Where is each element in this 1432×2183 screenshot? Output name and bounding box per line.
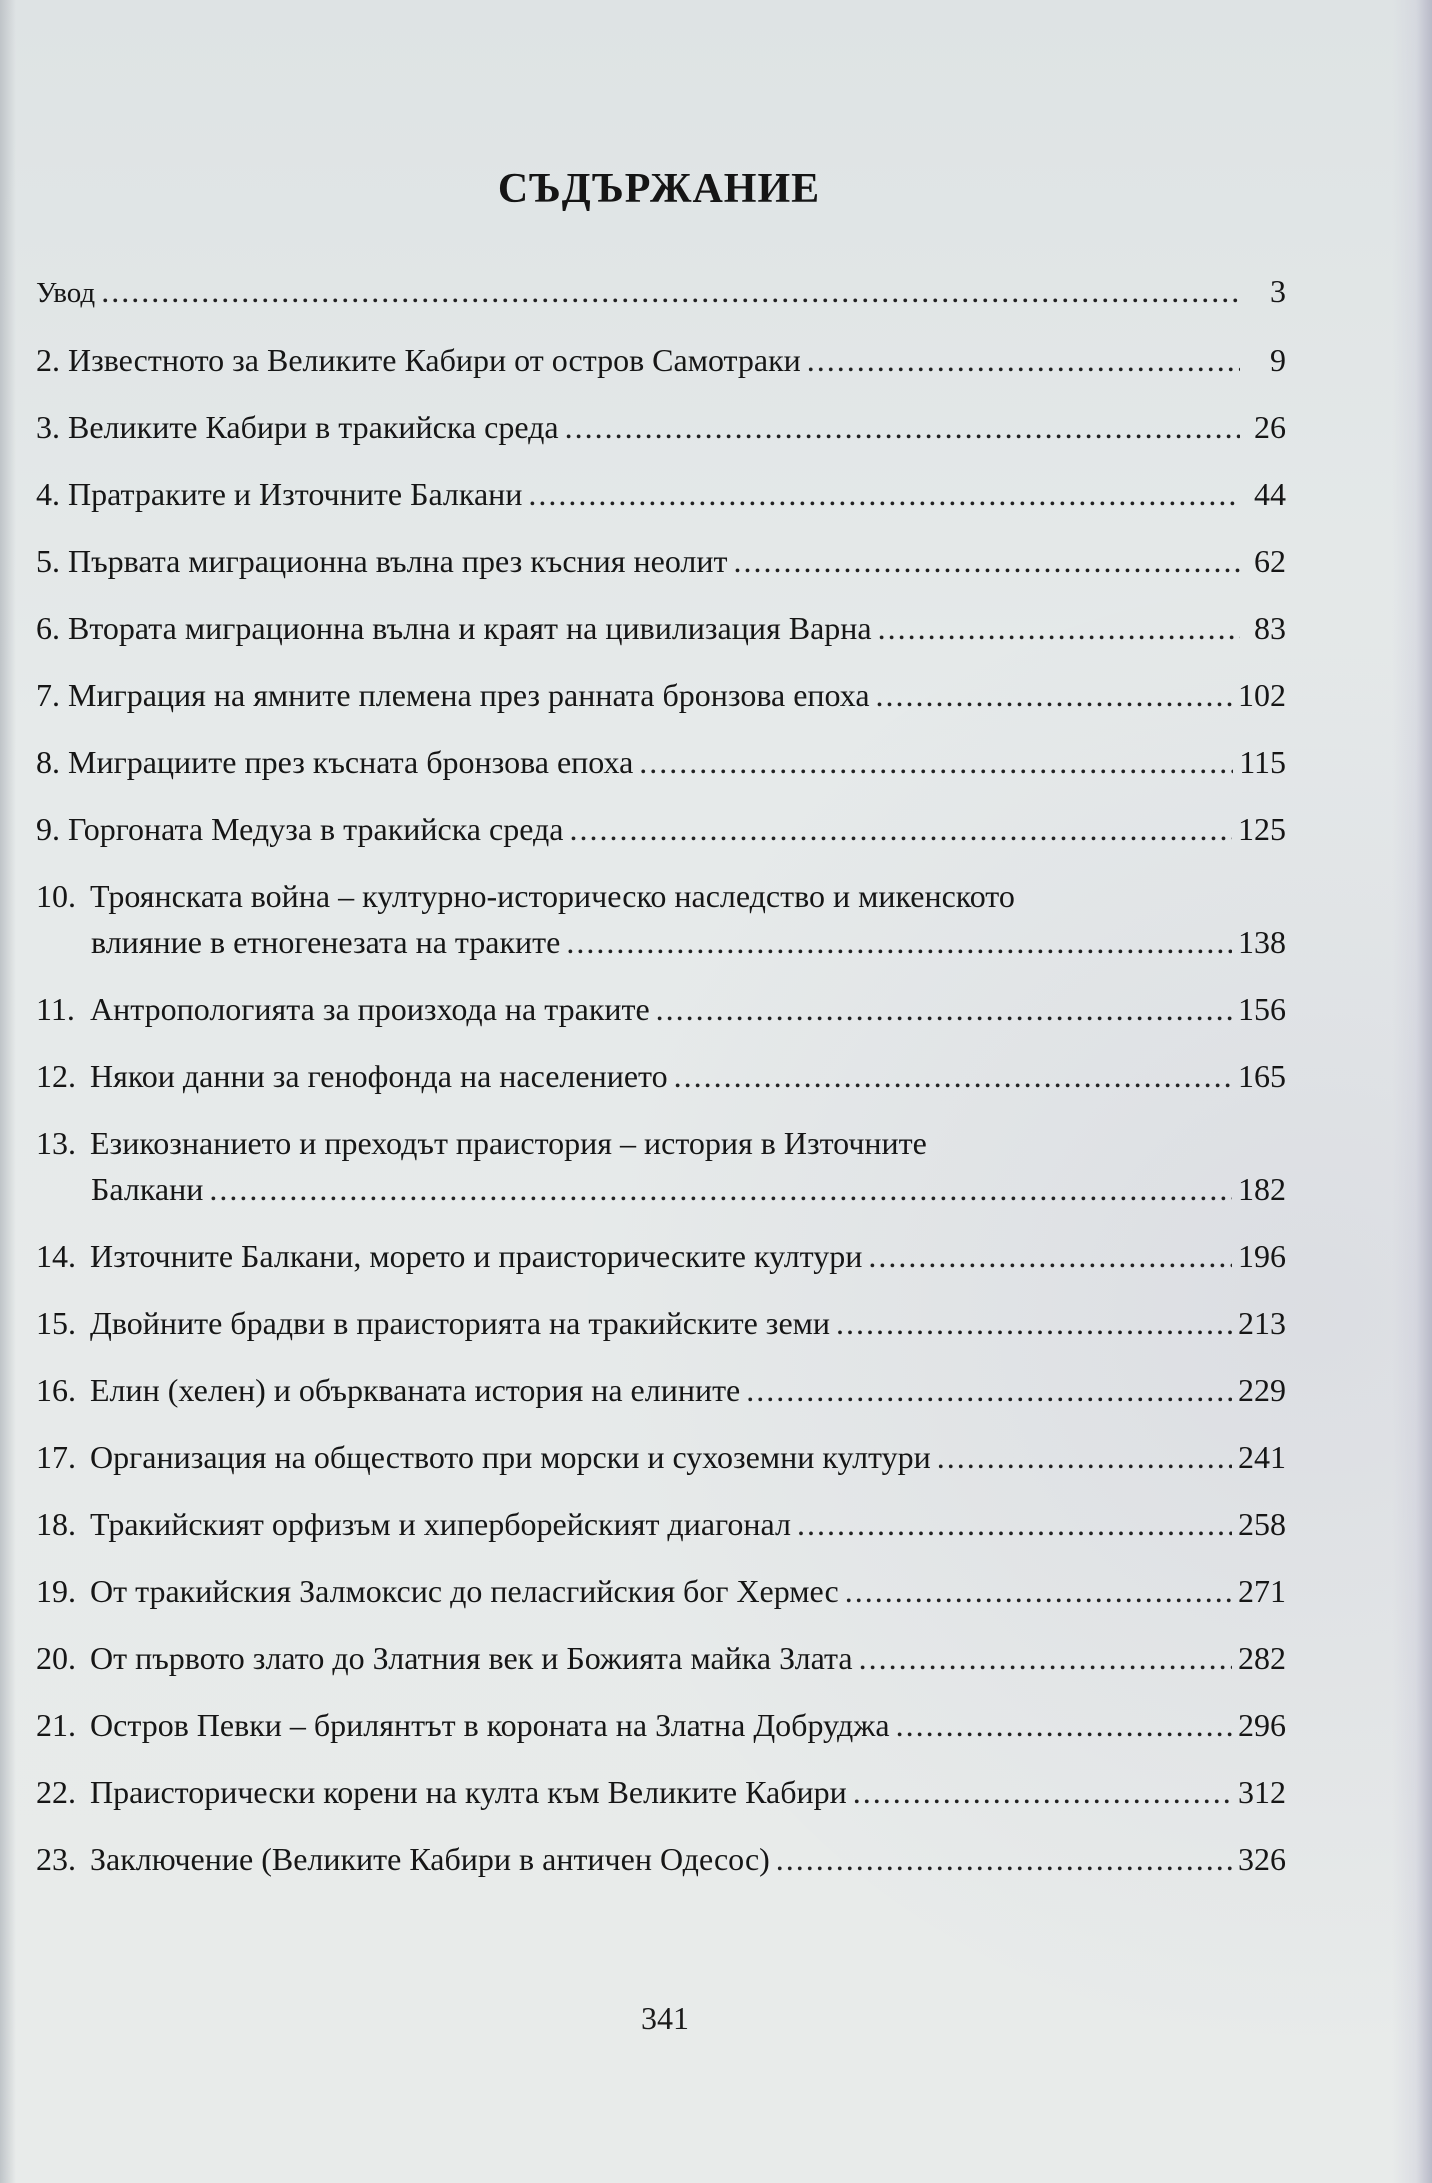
- toc-leader-dots: [674, 1053, 1232, 1099]
- toc-leader-dots: [733, 538, 1240, 584]
- toc-entry: [36, 1434, 1286, 1480]
- toc-entry-page: 213: [1238, 1305, 1286, 1341]
- toc-entry-page: 115: [1239, 744, 1286, 780]
- toc-entry-label: Езикознанието и преходът праистория – история в Източните: [90, 1125, 927, 1161]
- toc-entry-page: 138: [1238, 924, 1286, 960]
- toc-entry-page: 182: [1238, 1171, 1286, 1207]
- toc-entry: [36, 337, 1286, 383]
- toc-entry-label: Пратраките и Източните Балкани: [68, 476, 523, 512]
- toc-entry-label: От първото злато до Златния век и Божията майка Злата: [90, 1640, 853, 1676]
- toc-leader-dots: [937, 1434, 1232, 1480]
- toc-leader-dots: [746, 1367, 1232, 1413]
- toc-entry: [36, 672, 1286, 718]
- toc-leader-dots: [896, 1702, 1232, 1748]
- toc-entry-number: 7.: [36, 677, 60, 713]
- toc-entry: [36, 1568, 1286, 1614]
- toc-entry-number: 17.: [36, 1439, 76, 1475]
- toc-entry: [36, 1836, 1286, 1882]
- toc-entry-number: 19.: [36, 1573, 76, 1609]
- toc-entry: [36, 1501, 1286, 1547]
- toc-entry: [36, 739, 1286, 785]
- toc-entry-number: 5.: [36, 543, 60, 579]
- toc-entry-number: 20.: [36, 1640, 76, 1676]
- toc-entry-label-continued: Балкани: [91, 1171, 204, 1207]
- toc-entry-number: 2.: [36, 342, 60, 378]
- toc-entry: [36, 1120, 1286, 1212]
- toc-entry-label: От тракийския Залмоксис до пеласгийския бог Хермес: [90, 1573, 839, 1609]
- toc-entry-number: 15.: [36, 1305, 76, 1341]
- toc-entry-number: 21.: [36, 1707, 76, 1743]
- toc-entry-label: Организация на обществото при морски и сухоземни култури: [90, 1439, 931, 1475]
- toc-entry: [36, 1635, 1286, 1681]
- toc-entry-label: Двойните брадви в праисторията на тракийските земи: [90, 1305, 831, 1341]
- toc-entry: [36, 538, 1286, 584]
- toc-leader-dots: [565, 404, 1240, 450]
- page-number: 341: [641, 2000, 689, 2036]
- toc-entry-number: 8.: [36, 744, 60, 780]
- toc-entry-page: 241: [1238, 1439, 1286, 1475]
- toc-entry: [36, 1769, 1286, 1815]
- toc-leader-dots: [639, 739, 1233, 785]
- toc-entry-label: Миграциите през късната бронзова епоха: [68, 744, 634, 780]
- toc-entry: [36, 1367, 1286, 1413]
- toc-leader-dots: [868, 1233, 1232, 1279]
- toc-entry-label: Троянската война – културно-историческо наследство и микенското: [90, 878, 1015, 914]
- toc-entry-label: Горгоната Медуза в тракийска среда: [68, 811, 564, 847]
- toc-leader-dots: [656, 986, 1232, 1032]
- toc-entry-label: Известното за Великите Кабири от остров Самотраки: [68, 342, 801, 378]
- toc-entry-number: 10.: [36, 878, 76, 914]
- toc-entry-label: Заключение (Великите Кабири в античен Одесос): [90, 1841, 770, 1877]
- toc-entry-page: 258: [1238, 1506, 1286, 1542]
- toc-leader-dots: [797, 1501, 1232, 1547]
- toc-entry-label: Елин (хелен) и объркваната история на елините: [90, 1372, 741, 1408]
- toc-leader-dots: [853, 1769, 1232, 1815]
- toc-entry-page: 326: [1238, 1841, 1286, 1877]
- toc-entry-number: 3.: [36, 409, 60, 445]
- toc-entry: [36, 1702, 1286, 1748]
- toc-leader-dots: [776, 1836, 1232, 1882]
- toc-entry-page: 102: [1238, 677, 1286, 713]
- toc-entry-label: Някои данни за генофонда на населението: [90, 1058, 668, 1094]
- toc-entry-page: 26: [1254, 409, 1286, 445]
- toc-leader-dots: [876, 672, 1232, 718]
- toc-leader-dots: [566, 919, 1232, 965]
- toc-leader-dots: [101, 268, 1240, 314]
- toc-entry: [36, 986, 1286, 1032]
- toc-entry: [36, 1233, 1286, 1279]
- toc-leader-dots: [209, 1166, 1232, 1212]
- toc-entry-number: 12.: [36, 1058, 76, 1094]
- toc-entry-page: 3: [1270, 273, 1286, 309]
- toc-entry: [36, 1300, 1286, 1346]
- toc-entry-intro: [36, 268, 1286, 316]
- toc-entry-number: 11.: [36, 991, 75, 1027]
- toc-entry-number: 23.: [36, 1841, 76, 1877]
- toc-entry-label: Остров Певки – брилянтът в короната на Златна Добруджа: [90, 1707, 890, 1743]
- toc-entry-page: 62: [1254, 543, 1286, 579]
- page-binding-shadow: [0, 0, 16, 2183]
- toc-entry-number: 14.: [36, 1238, 76, 1274]
- toc-leader-dots: [836, 1300, 1232, 1346]
- toc-entry-label: Антропологията за произхода на траките: [90, 991, 650, 1027]
- toc-leader-dots: [569, 806, 1232, 852]
- toc-entry-number: 18.: [36, 1506, 76, 1542]
- toc-leader-dots: [859, 1635, 1232, 1681]
- toc-entry-number: 4.: [36, 476, 60, 512]
- toc-entry: [36, 873, 1286, 965]
- page-edge-shadow: [1392, 0, 1432, 2183]
- toc-entry-page: 165: [1238, 1058, 1286, 1094]
- toc-entry-label: Праисторически корени на култа към Великите Кабири: [90, 1774, 847, 1810]
- toc-entry-page: 282: [1238, 1640, 1286, 1676]
- toc-entry-label: Втората миграционна вълна и краят на цивилизация Варна: [68, 610, 872, 646]
- toc-entry-number: 16.: [36, 1372, 76, 1408]
- toc-entry-page: 312: [1238, 1774, 1286, 1810]
- toc-entry-page: 125: [1238, 811, 1286, 847]
- toc-entry-page: 296: [1238, 1707, 1286, 1743]
- toc-entry: [36, 605, 1286, 651]
- toc-entry-page: 44: [1254, 476, 1286, 512]
- toc-entry-label: Великите Кабири в тракийска среда: [68, 409, 559, 445]
- toc-leader-dots: [807, 337, 1240, 383]
- toc-entry-label: Източните Балкани, морето и праисторическите култури: [90, 1238, 863, 1274]
- toc-entry-label: Увод: [36, 277, 96, 309]
- toc-entry: [36, 471, 1286, 517]
- toc-entry-label-continued: влияние в етногенезата на траките: [91, 924, 561, 960]
- toc-entry-page: 9: [1270, 342, 1286, 378]
- toc-leader-dots: [878, 605, 1240, 651]
- toc-entry: [36, 1053, 1286, 1099]
- toc-entry-label: Първата миграционна вълна през късния неолит: [68, 543, 728, 579]
- toc-entry-number: 22.: [36, 1774, 76, 1810]
- toc-entry-number: 9.: [36, 811, 60, 847]
- toc-entry-page: 83: [1254, 610, 1286, 646]
- toc-entry-label: Миграция на ямните племена през ранната бронзова епоха: [68, 677, 870, 713]
- toc-entry-page: 271: [1238, 1573, 1286, 1609]
- toc-entry-page: 229: [1238, 1372, 1286, 1408]
- toc-entry: [36, 806, 1286, 852]
- toc-entry-label: Тракийският орфизъм и хиперборейският диагонал: [90, 1506, 791, 1542]
- toc-leader-dots: [845, 1568, 1232, 1614]
- page-title: СЪДЪРЖАНИЕ: [497, 166, 821, 212]
- toc-entry-page: 156: [1238, 991, 1286, 1027]
- table-of-contents: [36, 268, 1286, 1882]
- toc-entry-page: 196: [1238, 1238, 1286, 1274]
- toc-entry-number: 6.: [36, 610, 60, 646]
- toc-leader-dots: [528, 471, 1240, 517]
- toc-entry: [36, 404, 1286, 450]
- toc-entry-number: 13.: [36, 1125, 76, 1161]
